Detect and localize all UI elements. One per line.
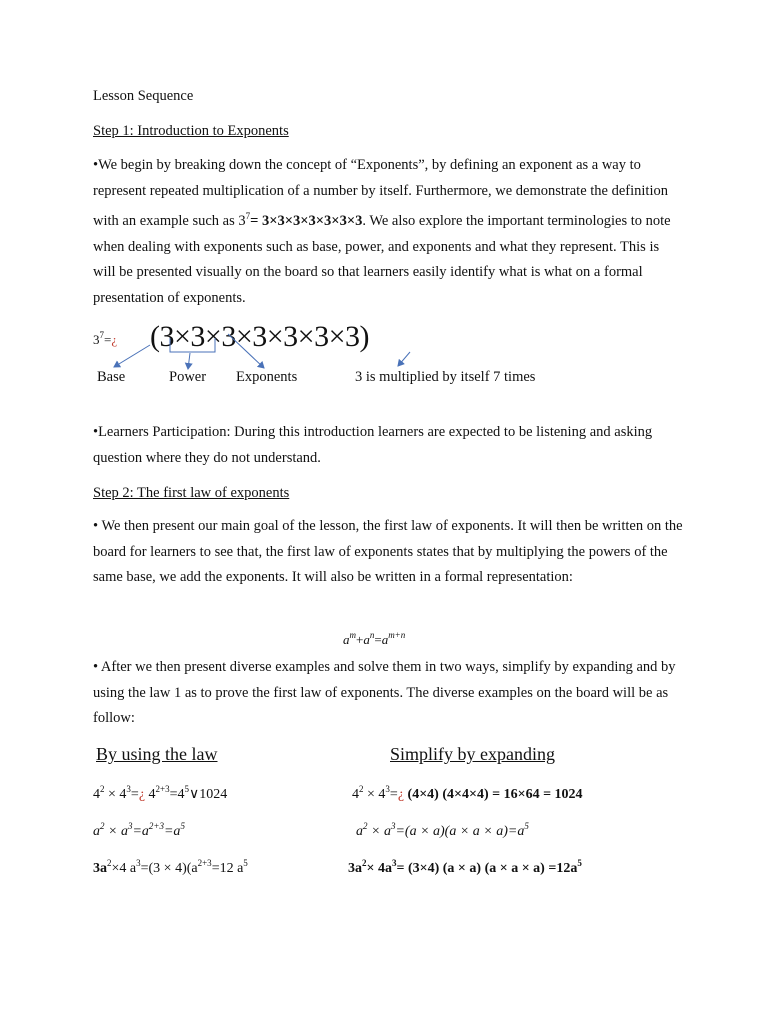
r2-s3: 5 bbox=[524, 821, 529, 831]
law-n: n bbox=[369, 630, 375, 640]
law-eq: = bbox=[374, 632, 382, 647]
arrow-power bbox=[188, 353, 190, 369]
l2-s2: 3 bbox=[127, 821, 133, 831]
l1-g: ¿ bbox=[138, 787, 146, 802]
step1-sup: 7 bbox=[245, 211, 251, 221]
r3-x: × 4a bbox=[366, 861, 392, 876]
left-example-1 bbox=[93, 784, 227, 803]
law-m: m bbox=[349, 630, 356, 640]
step1-heading: Step 1: Introduction to Exponents bbox=[93, 123, 289, 139]
l1-eq: = bbox=[130, 787, 139, 802]
label-exponents: Exponents bbox=[236, 369, 298, 385]
l1-x: × 4 bbox=[104, 787, 127, 802]
l2-s1: 2 bbox=[100, 821, 105, 831]
l3-s3: 2+3 bbox=[197, 858, 212, 868]
r1-eq: = bbox=[389, 787, 398, 802]
arrow-note bbox=[398, 352, 410, 366]
law-plus: + bbox=[356, 632, 364, 647]
r1-b: (4×4) (4×4×4) = 16×64 = 1024 bbox=[404, 787, 583, 802]
lhs-glyph: ¿ bbox=[111, 332, 118, 347]
l2-c: =a bbox=[132, 824, 149, 839]
l1-s1: 2 bbox=[100, 784, 105, 794]
left-column-heading: By using the law bbox=[96, 744, 218, 764]
l3-c: =(3 × 4)(a bbox=[140, 861, 198, 876]
r3-s3: 5 bbox=[577, 858, 582, 868]
law-a3: a bbox=[381, 632, 389, 647]
r3-s2: 3 bbox=[391, 858, 397, 868]
participation-paragraph: •Learners Participation: During this introduction learners are expected to be listening and asking question where they do not understand. bbox=[93, 424, 653, 466]
l3-a: 3a bbox=[93, 861, 107, 876]
l1-a: 4 bbox=[93, 787, 100, 802]
first-law-formula bbox=[343, 630, 405, 648]
lhs-base: 3 bbox=[93, 332, 100, 347]
arrow-base bbox=[114, 345, 150, 367]
l1-b: 4 bbox=[145, 787, 156, 802]
l3-d: =12 a bbox=[211, 861, 244, 876]
l2-x: × a bbox=[104, 824, 128, 839]
right-example-3 bbox=[348, 858, 582, 877]
l2-s3: 2+3 bbox=[148, 821, 164, 831]
left-example-3 bbox=[93, 858, 248, 877]
step2-heading: Step 2: The first law of exponents bbox=[93, 485, 290, 501]
lhs-sup: 7 bbox=[99, 330, 104, 340]
l1-s2: 3 bbox=[126, 784, 131, 794]
l2-a: a bbox=[93, 824, 100, 839]
document-title: Lesson Sequence bbox=[93, 88, 194, 104]
label-note: 3 is multiplied by itself 7 times bbox=[355, 369, 536, 385]
left-example-2 bbox=[93, 821, 185, 840]
right-column-heading: Simplify by expanding bbox=[390, 744, 555, 764]
lhs-eq: = bbox=[104, 332, 112, 347]
right-example-1 bbox=[352, 784, 583, 803]
r2-c: =(a × a)(a × a × a)=a bbox=[395, 824, 525, 839]
r3-a: 3a bbox=[348, 861, 362, 876]
step2-paragraph-2: • After we then present diverse examples and solve them in two ways, simplify by expanding and by using the law 1 as to prove the first law of exponents. The diverse examples on the board will be as follow: bbox=[93, 659, 676, 726]
l2-s4: 5 bbox=[180, 821, 185, 831]
r2-x: × a bbox=[367, 824, 391, 839]
r2-s1: 2 bbox=[363, 821, 368, 831]
l3-s4: 5 bbox=[243, 858, 248, 868]
step1-bold-expression: = 3×3×3×3×3×3×3 bbox=[250, 213, 363, 229]
l1-c: =4 bbox=[169, 787, 185, 802]
bracket-power bbox=[170, 338, 215, 352]
l1-s4: 5 bbox=[184, 784, 190, 794]
right-example-2 bbox=[356, 821, 529, 840]
r1-x: × 4 bbox=[363, 787, 386, 802]
law-mn: m+n bbox=[388, 630, 406, 640]
step1-text-tail: . We also explore the important terminologies to note when dealing with exponents such as base, power, and exponents and what they represent. This is will be presented visually on the board so that learners easily identify what is what on a formal presentation of exponents. bbox=[93, 213, 671, 306]
l3-s1: 2 bbox=[107, 858, 112, 868]
diagram-expression: (3×3×3×3×3×3×3) bbox=[150, 320, 369, 353]
law-a1: a bbox=[343, 632, 350, 647]
label-base: Base bbox=[97, 369, 126, 385]
label-power: Power bbox=[169, 369, 207, 385]
step1-text-lead: •We begin by breaking down the concept of “Exponents”, by defining an exponent as a way to represent repeated multiplication of a number by itself. Furthermore, we demonstrate the definition with an example such as 3 bbox=[93, 157, 668, 229]
r2-s2: 3 bbox=[390, 821, 396, 831]
l3-s2: 3 bbox=[136, 858, 141, 868]
r1-s1: 2 bbox=[359, 784, 364, 794]
arrow-exponents bbox=[228, 334, 264, 368]
l2-d: =a bbox=[163, 824, 181, 839]
l1-s3: 2+3 bbox=[155, 784, 170, 794]
r1-g: ¿ bbox=[397, 787, 405, 802]
r2-a: a bbox=[356, 824, 363, 839]
step2-paragraph-1: • We then present our main goal of the lesson, the first law of exponents. It will then be written on the board for learners to see that, the first law of exponents states that by multiplying the powers of the same base, we add the exponents. It will also be written in a formal representation: bbox=[93, 518, 683, 585]
r3-c: = (3×4) (a × a) (a × a × a) =12a bbox=[396, 861, 578, 876]
l1-d: ∨1024 bbox=[189, 787, 228, 802]
r3-s1: 2 bbox=[362, 858, 367, 868]
r1-s2: 3 bbox=[385, 784, 390, 794]
r1-a: 4 bbox=[352, 787, 359, 802]
l3-x: ×4 a bbox=[111, 861, 137, 876]
law-a2: a bbox=[363, 632, 370, 647]
